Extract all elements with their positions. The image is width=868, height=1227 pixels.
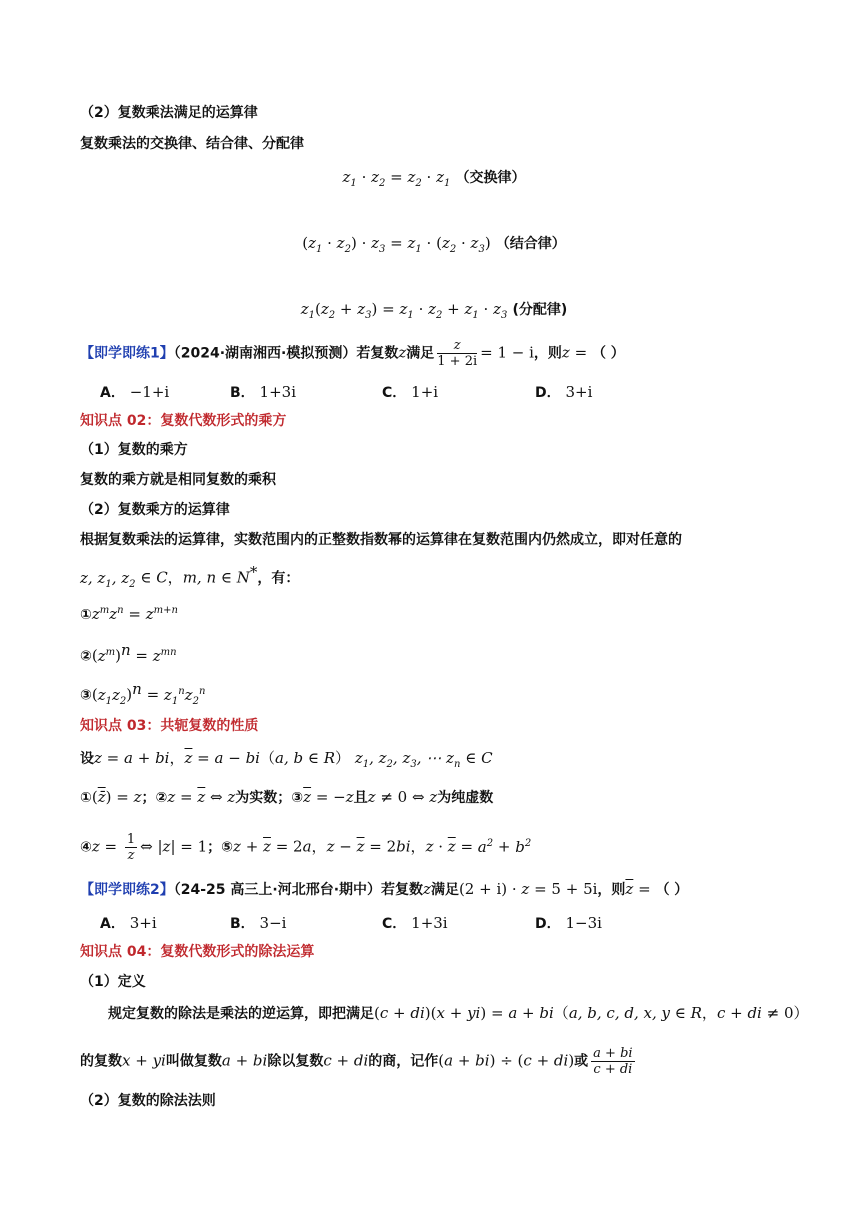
- law-associative-label: （结合律）: [495, 236, 566, 252]
- kp4-title: 知识点 04：复数代数形式的除法运算: [80, 944, 315, 960]
- kp3-definition: 设z = a + bi，$\overline{z} = a - bi(a$, b ∈ R） $z_1$, $z_2$, $z_3$, ⋯ $z_n$ ∈ C: [80, 749, 493, 770]
- kp3-properties-2: ④z = $\frac{1}{z}$ ⇔ |z| = 1；⑤z + $\overline{z} = 2a$，$z - \overline{z} = 2bi$，$z \cdot \overline{z} = a^2 + b^2$: [80, 832, 532, 863]
- exercise-2-option-a[interactable]: A． 3+i: [100, 914, 157, 932]
- law-commutative: $z_1 \cdot z_2 = z_2 \cdot z_1$ （交换律）: [342, 168, 526, 189]
- exercise-1-tag: 【即学即练1】: [80, 345, 174, 362]
- exercise-1-question: 【即学即练1】（2024·湖南湘西·模拟预测）若复数z满足 $\frac{z}{1 + 2i}$ = 1 − i，则z = （ ）: [80, 338, 625, 369]
- kp2-title: 知识点 02：复数代数形式的乘方: [80, 413, 287, 429]
- kp2-text-1: 复数的乘方就是相同复数的乘积: [80, 472, 276, 488]
- kp2-heading-2: （2）复数乘方的运算律: [80, 502, 230, 518]
- section-heading-mult-laws: （2）复数乘法满足的运算律: [80, 105, 258, 121]
- exercise-2-option-b[interactable]: B． 3−i: [230, 914, 287, 932]
- kp2-condition: z, $z_1$, $z_2$ ∈ C，m, n ∈ N*，有：: [80, 563, 300, 590]
- exercise-2-tag: 【即学即练2】: [80, 882, 174, 898]
- exercise-2-option-c[interactable]: C． 1+3i: [382, 914, 448, 932]
- kp4-heading-2: （2）复数的除法法则: [80, 1093, 216, 1109]
- kp2-rule-2: $②(z^m)^n = z^{mn}$: [80, 641, 177, 665]
- kp4-heading-1: （1）定义: [80, 974, 146, 990]
- exercise-2-source: （24-25 高三上·河北邢台·期中）: [173, 882, 382, 898]
- kp2-rule-1: $①z^mz^n = z^{m+n}$: [80, 605, 178, 623]
- kp3-title: 知识点 03：共轭复数的性质: [80, 718, 259, 734]
- law-commutative-label: （交换律）: [455, 170, 526, 186]
- exercise-1-option-a[interactable]: A． −1+i: [100, 383, 170, 401]
- law-distributive-label: (分配律): [512, 302, 568, 318]
- exercise-1-option-b[interactable]: B． 1+3i: [230, 383, 296, 401]
- kp4-definition-1: 规定复数的除法是乘法的逆运算，即把满足(c + di)(x + yi) = a + bi（a, b, c, d, x, y ∈ R，c + di ≠ 0）: [108, 1004, 809, 1022]
- law-associative: $(z_1 \cdot z_2) \cdot z_3 = z_1 \cdot (z_2 \cdot z_3)$ （结合律）: [302, 234, 566, 255]
- kp4-definition-2: 的复数x + yi叫做复数a + bi除以复数c + di的商，记作(a + bi) ÷ (c + di)或 $\frac{a + bi}{c + di}$: [80, 1046, 633, 1077]
- exercise-2-question: 【即学即练2】（24-25 高三上·河北邢台·期中）若复数z满足(2 + i) · z = 5 + 5i，则$\overline{z}$ = （ ）: [80, 880, 689, 898]
- kp2-text-2: 根据复数乘法的运算律，实数范围内的正整数指数幂的运算律在复数范围内仍然成立，即对任意的: [80, 532, 682, 548]
- exercise-1-source: （2024·湖南湘西·模拟预测）: [173, 345, 357, 362]
- exercise-1-fraction: $\frac{z}{1 + 2i}$: [437, 338, 478, 369]
- kp3-properties-1: ①(z̄) = z；②z = $\overline{z}$ ⇔ z为实数；$③\overline{z} = -z$且z ≠ 0 ⇔ z为纯虚数: [80, 788, 494, 806]
- mult-laws-intro: 复数乘法的交换律、结合律、分配律: [80, 136, 304, 152]
- exercise-1-option-d[interactable]: D． 3+i: [535, 383, 593, 401]
- exercise-2-option-d[interactable]: D． 1−3i: [535, 914, 602, 932]
- exercise-1-option-c[interactable]: C． 1+i: [382, 383, 439, 401]
- kp2-heading-1: （1）复数的乘方: [80, 442, 188, 458]
- kp2-rule-3: $③(z_1z_2)^n = z_1^nz_2^n$: [80, 680, 206, 707]
- law-distributive: $z_1(z_2 + z_3) = z_1 \cdot z_2 + z_1 \cdot z_3$ (分配律): [300, 300, 568, 321]
